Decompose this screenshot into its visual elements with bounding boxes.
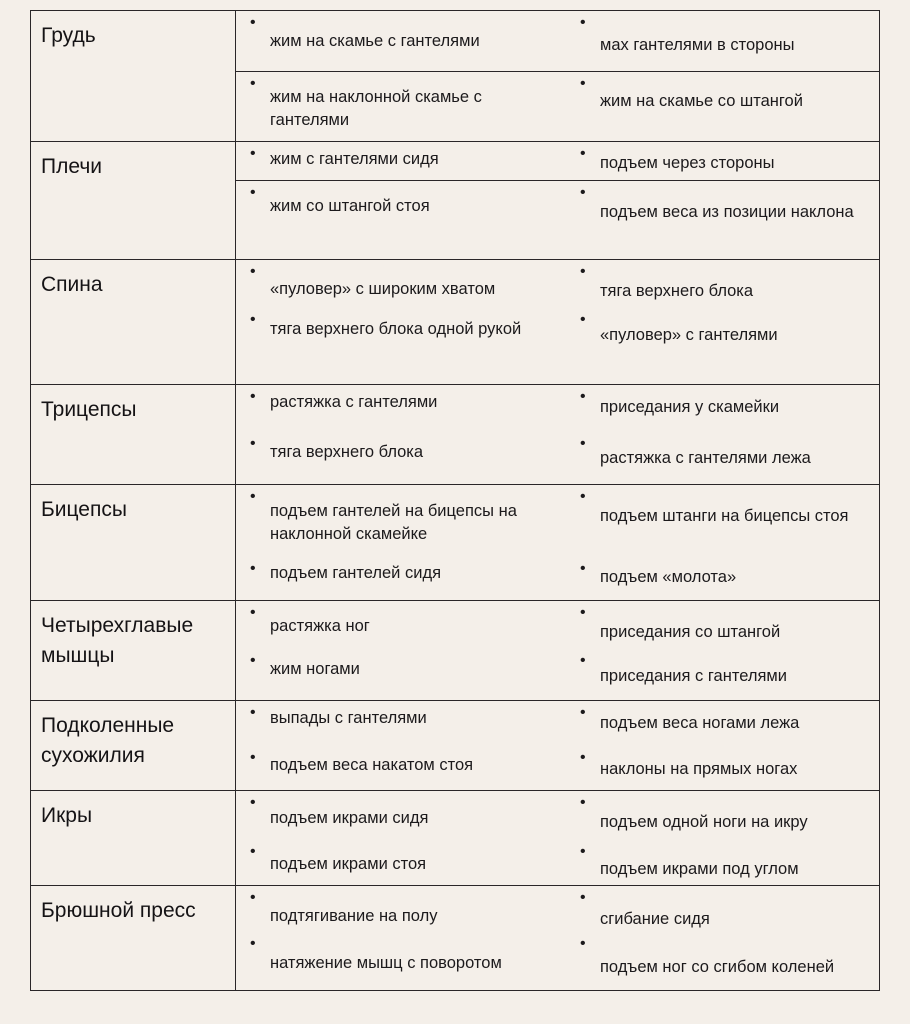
exercise-row bbox=[236, 557, 879, 589]
list-item: • тяга верхнего блока bbox=[566, 260, 879, 308]
list-item: • растяжка с гантелями лежа bbox=[566, 432, 879, 470]
exercise-row bbox=[236, 142, 879, 181]
muscle-group-label: Грудь bbox=[31, 11, 236, 142]
table-row bbox=[31, 886, 880, 991]
list-item: • подъем икрами сидя bbox=[236, 791, 566, 840]
list-item: • растяжка ног bbox=[236, 601, 566, 649]
list-item: • подъем икрами под углом bbox=[566, 840, 879, 881]
list-item: • «пуловер» с гантелями bbox=[566, 308, 879, 347]
list-item: • тяга верхнего блока одной рукой bbox=[236, 308, 566, 347]
muscle-group-label: Спина bbox=[31, 260, 236, 385]
table-row bbox=[31, 601, 880, 701]
exercise-row bbox=[236, 886, 879, 932]
exercise-row bbox=[236, 746, 879, 781]
list-item: • приседания со штангой bbox=[566, 601, 879, 649]
list-item: • подъем веса ногами лежа bbox=[566, 701, 879, 746]
exercise-list bbox=[236, 260, 880, 385]
list-item: • подъем ног со сгибом коленей bbox=[566, 932, 879, 979]
list-item: • подъем штанги на бицепсы стоя bbox=[566, 485, 879, 557]
list-item: • сгибание сидя bbox=[566, 886, 879, 932]
exercise-list bbox=[236, 886, 880, 991]
list-item: • жим на скамье со штангой bbox=[566, 72, 879, 132]
list-item: • подъем гантелей на бицепсы на наклонной скамейке bbox=[236, 485, 566, 557]
table-row bbox=[31, 485, 880, 601]
list-item: • растяжка с гантелями bbox=[236, 385, 566, 432]
list-item: • приседания с гантелями bbox=[566, 649, 879, 688]
list-item: • подъем одной ноги на икру bbox=[566, 791, 879, 840]
list-item: • жим на скамье с гантелями bbox=[236, 11, 566, 71]
list-item: • подтягивание на полу bbox=[236, 886, 566, 932]
muscle-group-label: Плечи bbox=[31, 142, 236, 260]
exercise-row bbox=[236, 840, 879, 881]
exercise-row bbox=[236, 308, 879, 347]
list-item: • приседания у скамейки bbox=[566, 385, 879, 432]
exercise-list bbox=[236, 701, 880, 791]
list-item: • жим со штангой стоя bbox=[236, 181, 566, 224]
list-item: • «пуловер» с широким хватом bbox=[236, 260, 566, 308]
list-item: • жим ногами bbox=[236, 649, 566, 688]
table-row bbox=[31, 701, 880, 791]
exercise-row bbox=[236, 385, 879, 432]
table-row bbox=[31, 260, 880, 385]
exercise-row bbox=[236, 181, 879, 224]
muscle-group-label: Трицепсы bbox=[31, 385, 236, 485]
exercise-list bbox=[236, 142, 880, 260]
muscle-group-label: Брюшной пресс bbox=[31, 886, 236, 991]
table-row bbox=[31, 385, 880, 485]
exercise-list bbox=[236, 11, 880, 142]
table-row bbox=[31, 142, 880, 260]
list-item: • натяжение мышц с поворотом bbox=[236, 932, 566, 979]
exercise-list bbox=[236, 601, 880, 701]
list-item: • жим на наклонной скамье с гантелями bbox=[236, 72, 566, 132]
list-item: • наклоны на прямых ногах bbox=[566, 746, 879, 781]
exercise-row bbox=[236, 701, 879, 746]
list-item: • подъем гантелей сидя bbox=[236, 557, 566, 589]
exercise-table bbox=[30, 10, 880, 991]
list-item: • подъем через стороны bbox=[566, 142, 879, 180]
exercise-row bbox=[236, 260, 879, 308]
exercise-row bbox=[236, 932, 879, 979]
list-item: • выпады с гантелями bbox=[236, 701, 566, 746]
exercise-row bbox=[236, 432, 879, 470]
exercise-row bbox=[236, 11, 879, 72]
exercise-row bbox=[236, 72, 879, 132]
list-item: • мах гантелями в стороны bbox=[566, 11, 879, 71]
muscle-group-label: Четырехглавые мышцы bbox=[31, 601, 236, 701]
exercise-row bbox=[236, 791, 879, 840]
list-item: • подъем «молота» bbox=[566, 557, 879, 589]
muscle-group-label: Бицепсы bbox=[31, 485, 236, 601]
exercise-row bbox=[236, 485, 879, 557]
exercise-list bbox=[236, 385, 880, 485]
list-item: • подъем икрами стоя bbox=[236, 840, 566, 881]
list-item: • подъем веса из позиции наклона bbox=[566, 181, 879, 224]
muscle-group-label: Подколенные сухожилия bbox=[31, 701, 236, 791]
exercise-list bbox=[236, 791, 880, 886]
muscle-group-label: Икры bbox=[31, 791, 236, 886]
table-row bbox=[31, 11, 880, 142]
table-row bbox=[31, 791, 880, 886]
list-item: • тяга верхнего блока bbox=[236, 432, 566, 470]
exercise-row bbox=[236, 601, 879, 649]
list-item: • подъем веса накатом стоя bbox=[236, 746, 566, 781]
exercise-row bbox=[236, 649, 879, 688]
exercise-list bbox=[236, 485, 880, 601]
list-item: • жим с гантелями сидя bbox=[236, 142, 566, 180]
